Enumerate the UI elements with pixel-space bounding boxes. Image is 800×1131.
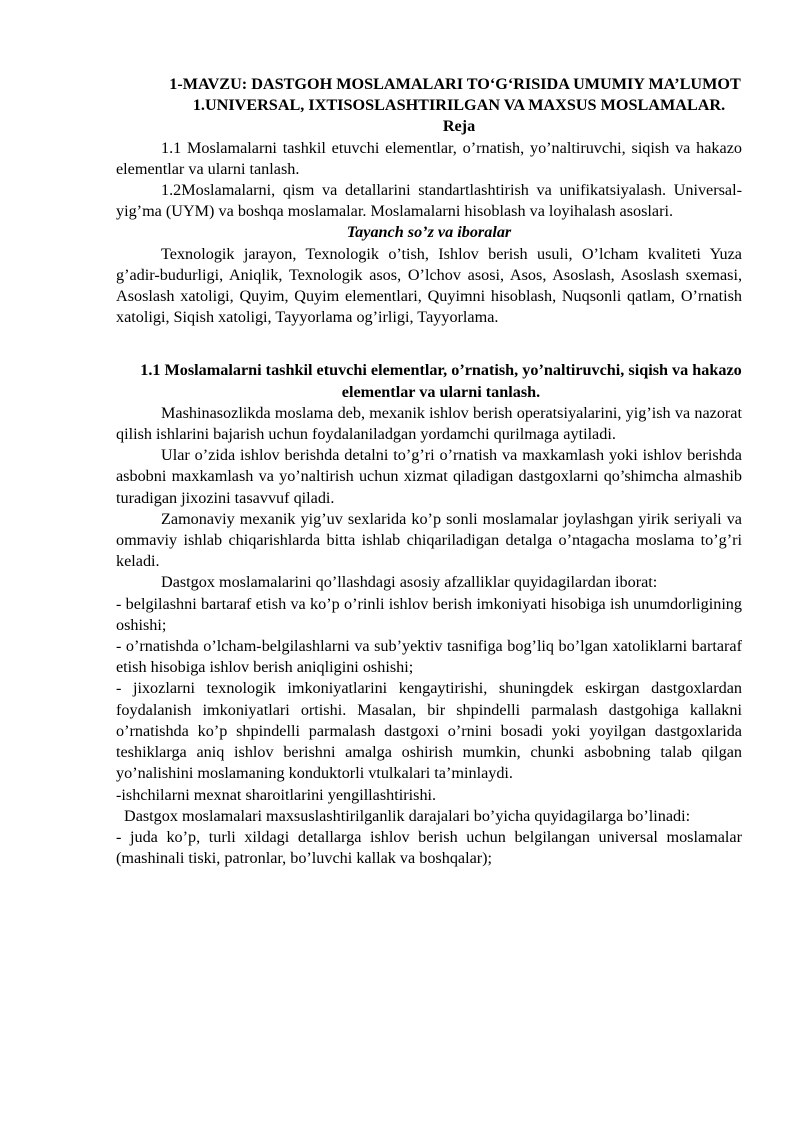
- section-paragraph: Mashinasozlikda moslama deb, mexanik ishlov berish operatsiyalarini, yig’ish va nazorat qilish ishlarini bajarish uchun foydalaniladgan yordamchi qurilmaga aytiladi.: [116, 403, 742, 444]
- advantage-item: - o’rnatishda o’lcham-belgilashlarni va sub’yektiv tasnifiga bog’liq bo’lgan xatoliklarni bartaraf etish hisobiga ishlov berish aniqligini oshishi;: [116, 637, 742, 677]
- advantage-item: - jixozlarni texnologik imkoniyatlarini kengaytirishi, shuningdek eskirgan dastgoxlardan foydalanish imkoniyatlari ortishi. Masalan, bir shpindelli parmalash dastgohiga kallakni o’rnatishda ko’p shpindelli parmalash dastgoxi o’rnini bosadi yoki yoyilgan dastgoxlarida teshiklarga aniq ishlov berishni amalga oshirish mumkin, chunki asbobning talab qilgan yo’nalishini moslamaning konduktorli vtulkalari ta’minlaydi.: [116, 679, 742, 783]
- keywords-heading: Tayanch so’z va iboralar: [346, 223, 512, 242]
- classification-intro: Dastgox moslamalari maxsuslashtirilganlik darajalari bo’yicha quyidagilarga bo’linadi:: [124, 806, 691, 825]
- document-body: [116, 74, 742, 869]
- section-paragraph: Zamonaviy mexanik yig’uv sexlarida ko’p sonli moslamalar joylashgan yirik seriyali va ommaviy ishlab chiqarishlarda bitta ishlab chiqariladigan detalga o’ntagacha moslama to’g’ri keladi.: [116, 509, 742, 571]
- classification-item: - juda ko’p, turli xildagi detallarga ishlov berish uchun belgilangan universal moslamalar (mashinali tiski, patronlar, bo’luvchi kallak va boshqalar);: [116, 827, 742, 868]
- spacer: [116, 328, 742, 360]
- plan-item: 1.2Moslamalarni, qism va detallarini standartlashtirish va unifikatsiyalash. Universal- yig’ma (UYM) va boshqa moslamalar. Moslamalarni hisoblash va loyihalash asoslari.: [116, 181, 742, 221]
- section-paragraph: Dastgox moslamalarini qo’llashdagi asosiy afzalliklar quyidagilardan iborat:: [161, 573, 658, 592]
- section-title: 1.1 Moslamalarni tashkil etuvchi elementlar, o’rnatish, yo’naltiruvchi, siqish va hakazo elementlar va ularni tanlash.: [140, 361, 742, 401]
- plan-item: 1.1 Moslamalarni tashkil etuvchi elementlar, o’rnatish, yo’naltiruvchi, siqish va hakazo elementlar va ularni tanlash.: [116, 138, 742, 178]
- topic-title: 1-MAVZU: DASTGOH MOSLAMALARI TO‘G‘RISIDA UMUMIY MA’LUMOT: [169, 75, 741, 93]
- keywords-text: Texnologik jarayon, Texnologik o’tish, Ishlov berish usuli, O’lcham kvaliteti Yuza g’adir-budurligi, Aniqlik, Texnologik asos, O’lchov asosi, Asos, Asoslash, Asoslash sxemasi, Asoslash xatoligi, Quyim, Quyim elementlari, Quyimni hisoblash, Nuqsonli qatlam, O’rnatish xatoligi, Siqish xatoligi, Tayyorlama og’irligi, Tayyorlama.: [116, 244, 742, 327]
- subtopic-title: 1.UNIVERSAL, IXTISOSLASHTIRILGAN VA MAXSUS MOSLAMALAR.: [192, 96, 726, 115]
- plan-heading: Reja: [442, 117, 476, 136]
- advantage-item: - belgilashni bartaraf etish va ko’p o’rinli ishlov berish imkoniyati hisobiga ish unumdorligining oshishi;: [116, 594, 742, 634]
- advantage-item: -ishchilarni mexnat sharoitlarini yengillashtirishi.: [116, 785, 437, 804]
- section-paragraph: Ular o’zida ishlov berishda detalni to’g’ri o’rnatish va maxkamlash yoki ishlov berishda asbobni maxkamlash va yo’naltirish uchun xizmat qiladigan dastgoxlarni qo’shimcha almashib turadigan jixozini tasavvuf qiladi.: [116, 446, 742, 507]
